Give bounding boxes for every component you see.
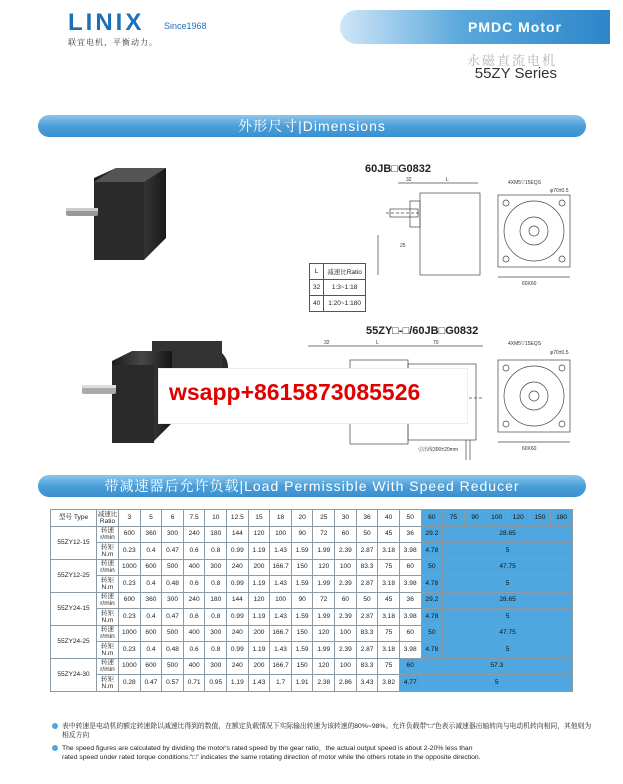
ratio-header-cell: 6 bbox=[162, 510, 184, 527]
torque-cell: 0.6 bbox=[183, 642, 205, 659]
torque-cell: 1.99 bbox=[313, 609, 335, 626]
note-en-line2: rated speed under rated torque conditions.“□” indicates the same rotating direction of motor while the others rotate in the opposite direction. bbox=[62, 754, 481, 761]
table-row bbox=[51, 609, 573, 626]
ratio-header-cell: 180 bbox=[551, 510, 573, 527]
torque-cell: 1.59 bbox=[291, 576, 313, 593]
torque-cell: 2.87 bbox=[356, 576, 378, 593]
speed-cell: 144 bbox=[227, 592, 249, 609]
torque-cell: 1.43 bbox=[270, 642, 292, 659]
svg-text:L: L bbox=[446, 177, 449, 183]
torque-label: 转矩 N.m bbox=[97, 576, 119, 593]
speed-cell: 166.7 bbox=[270, 625, 292, 642]
contact-watermark bbox=[158, 368, 468, 424]
ratio-header-cell: 50 bbox=[399, 510, 421, 527]
torque-label: 转矩 N.m bbox=[97, 609, 119, 626]
table-row bbox=[51, 559, 573, 576]
speed-wide-cell: 47.75 bbox=[443, 625, 573, 642]
table-row bbox=[51, 642, 573, 659]
torque-label: 转矩 N.m bbox=[97, 675, 119, 692]
torque-cell: 1.99 bbox=[313, 576, 335, 593]
torque-cell: 1.43 bbox=[270, 543, 292, 560]
torque-cell: 0.23 bbox=[119, 609, 141, 626]
ratio-header-cell: 3 bbox=[119, 510, 141, 527]
speed-cell: 90 bbox=[291, 526, 313, 543]
speed-cell: 72 bbox=[313, 592, 335, 609]
torque-cell: 3.98 bbox=[399, 576, 421, 593]
ratio-header-cell: 10 bbox=[205, 510, 227, 527]
svg-text:φ70±0.5: φ70±0.5 bbox=[550, 188, 569, 194]
model-name: 55ZY24-30 bbox=[51, 658, 97, 691]
torque-cell: 3.43 bbox=[356, 675, 378, 692]
slogan-text: 联宜电机，平衡动力。 bbox=[68, 38, 158, 47]
torque-cell: 0.4 bbox=[140, 642, 162, 659]
torque-label: 转矩 N.m bbox=[97, 543, 119, 560]
note-en-line1: The speed figures are calculated by dividing the motor's rated speed by the gear ratio，the actual output speed is about 2-20% less than bbox=[62, 745, 473, 752]
torque-cell: 0.99 bbox=[227, 642, 249, 659]
torque-cell: 4.78 bbox=[421, 543, 443, 560]
svg-text:32: 32 bbox=[406, 177, 412, 183]
speed-cell: 600 bbox=[140, 625, 162, 642]
model-header: 型号 Type bbox=[51, 510, 97, 527]
ratio-header-cell: 18 bbox=[270, 510, 292, 527]
torque-cell: 2.39 bbox=[335, 609, 357, 626]
speed-cell: 50 bbox=[356, 592, 378, 609]
svg-text:25: 25 bbox=[400, 243, 406, 249]
speed-cell: 100 bbox=[335, 658, 357, 675]
model-name: 55ZY24-25 bbox=[51, 625, 97, 658]
speed-cell: 75 bbox=[378, 625, 400, 642]
speed-label: 转速 r/min bbox=[97, 625, 119, 642]
ratio-table bbox=[309, 263, 366, 312]
speed-cell: 300 bbox=[162, 592, 184, 609]
ratio-header-cell: 150 bbox=[529, 510, 551, 527]
torque-cell: 0.47 bbox=[162, 543, 184, 560]
torque-cell: 0.48 bbox=[162, 642, 184, 659]
speed-cell: 300 bbox=[162, 526, 184, 543]
ratio-header-cell: 75 bbox=[443, 510, 465, 527]
torque-cell: 0.8 bbox=[205, 609, 227, 626]
ratio-cell: 1:20~1:180 bbox=[324, 296, 366, 312]
speed-cell: 36 bbox=[399, 526, 421, 543]
torque-cell: 0.6 bbox=[183, 609, 205, 626]
torque-cell: 1.59 bbox=[291, 543, 313, 560]
speed-cell: 180 bbox=[205, 526, 227, 543]
torque-cell: 0.4 bbox=[140, 543, 162, 560]
speed-cell: 400 bbox=[183, 559, 205, 576]
svg-text:引出线300±20mm: 引出线300±20mm bbox=[418, 447, 458, 453]
bullet-icon bbox=[52, 745, 58, 751]
speed-cell: 240 bbox=[227, 559, 249, 576]
ratio-cell: 32 bbox=[310, 280, 324, 296]
speed-cell: 150 bbox=[291, 658, 313, 675]
table-row bbox=[51, 658, 573, 675]
speed-cell: 1000 bbox=[119, 559, 141, 576]
drawing2-title: 55ZY□-□/60JB□G0832 bbox=[366, 325, 479, 337]
torque-cell: 0.99 bbox=[227, 543, 249, 560]
drawing2-front-view bbox=[490, 338, 582, 463]
torque-cell: 0.71 bbox=[183, 675, 205, 692]
torque-cell: 2.87 bbox=[356, 543, 378, 560]
svg-text:70: 70 bbox=[433, 340, 439, 346]
torque-cell: 3.18 bbox=[378, 609, 400, 626]
cn-title: 永磁直流电机 bbox=[466, 53, 557, 68]
torque-cell: 1.91 bbox=[291, 675, 313, 692]
speed-cell: 500 bbox=[162, 625, 184, 642]
speed-cell: 45 bbox=[378, 592, 400, 609]
torque-cell: 2.87 bbox=[356, 609, 378, 626]
torque-wide-cell: 5 bbox=[443, 576, 573, 593]
speed-cell: 83.3 bbox=[356, 559, 378, 576]
speed-cell: 600 bbox=[119, 592, 141, 609]
torque-cell: 2.39 bbox=[335, 543, 357, 560]
speed-cell: 120 bbox=[313, 658, 335, 675]
torque-cell: 0.8 bbox=[205, 576, 227, 593]
svg-text:60X60: 60X60 bbox=[522, 446, 537, 452]
torque-cell: 1.19 bbox=[248, 642, 270, 659]
note-en bbox=[52, 744, 592, 762]
speed-cell: 600 bbox=[140, 559, 162, 576]
torque-cell: 3.18 bbox=[378, 576, 400, 593]
speed-wide-cell: 57.3 bbox=[421, 658, 572, 675]
speed-cell: 240 bbox=[183, 526, 205, 543]
torque-cell: 0.8 bbox=[205, 543, 227, 560]
ratio-header-cell: 36 bbox=[356, 510, 378, 527]
drawing1-front-view bbox=[490, 177, 582, 297]
torque-cell: 1.59 bbox=[291, 609, 313, 626]
speed-label: 转速 r/min bbox=[97, 559, 119, 576]
table-row bbox=[51, 675, 573, 692]
series-title: 55ZY Series bbox=[474, 65, 557, 82]
torque-cell: 4.78 bbox=[421, 609, 443, 626]
watermark-text: wsapp+8615873085526 bbox=[169, 379, 421, 405]
torque-cell: 1.99 bbox=[313, 543, 335, 560]
speed-cell: 150 bbox=[291, 559, 313, 576]
speed-wide-cell: 28.65 bbox=[443, 526, 573, 543]
model-name: 55ZY12-25 bbox=[51, 559, 97, 592]
torque-cell: 0.99 bbox=[227, 609, 249, 626]
torque-label: 转矩 N.m bbox=[97, 642, 119, 659]
speed-cell: 100 bbox=[270, 526, 292, 543]
banner-title: PMDC Motor bbox=[468, 19, 562, 35]
torque-cell: 0.57 bbox=[162, 675, 184, 692]
speed-cell: 1000 bbox=[119, 658, 141, 675]
brand-logo bbox=[68, 9, 207, 47]
torque-cell: 0.23 bbox=[119, 642, 141, 659]
torque-cell: 4.78 bbox=[421, 642, 443, 659]
speed-cell: 45 bbox=[378, 526, 400, 543]
torque-cell: 3.18 bbox=[378, 543, 400, 560]
drawing1-side-view bbox=[358, 175, 488, 285]
speed-wide-cell: 28.65 bbox=[443, 592, 573, 609]
speed-cell: 180 bbox=[205, 592, 227, 609]
speed-cell: 50 bbox=[421, 625, 443, 642]
ratio-cell: 1:3~1:18 bbox=[324, 280, 366, 296]
torque-cell: 0.99 bbox=[227, 576, 249, 593]
ratio-header-cell: 12.5 bbox=[227, 510, 249, 527]
speed-cell: 83.3 bbox=[356, 658, 378, 675]
speed-cell: 200 bbox=[248, 658, 270, 675]
load-permissible-table bbox=[50, 509, 573, 692]
table-row bbox=[51, 576, 573, 593]
speed-cell: 300 bbox=[205, 559, 227, 576]
torque-wide-cell: 5 bbox=[443, 609, 573, 626]
torque-cell: 2.86 bbox=[335, 675, 357, 692]
ratio-header-cell: 100 bbox=[486, 510, 508, 527]
table-row bbox=[51, 625, 573, 642]
torque-cell: 3.18 bbox=[378, 642, 400, 659]
speed-cell: 360 bbox=[140, 592, 162, 609]
torque-cell: 4.78 bbox=[421, 576, 443, 593]
speed-cell: 100 bbox=[270, 592, 292, 609]
speed-cell: 200 bbox=[248, 625, 270, 642]
torque-cell: 3.98 bbox=[399, 609, 421, 626]
speed-wide-cell: 47.75 bbox=[443, 559, 573, 576]
svg-text:32: 32 bbox=[324, 340, 330, 346]
speed-cell: 400 bbox=[183, 625, 205, 642]
table-row bbox=[51, 592, 573, 609]
torque-cell: 0.4 bbox=[140, 609, 162, 626]
ratio-header-cell: 7.5 bbox=[183, 510, 205, 527]
ratio-header-cell: 20 bbox=[291, 510, 313, 527]
speed-cell: 75 bbox=[378, 559, 400, 576]
gearbox-photo bbox=[58, 160, 178, 270]
speed-cell: 72 bbox=[313, 526, 335, 543]
load-section-bar: 带减速器后允许负载|Load Permissible With Speed Reducer bbox=[38, 475, 586, 497]
ratio-header-cell: 40 bbox=[378, 510, 400, 527]
torque-cell: 3.98 bbox=[399, 543, 421, 560]
speed-cell: 120 bbox=[313, 625, 335, 642]
speed-cell: 240 bbox=[227, 658, 249, 675]
ratio-header: 减速比 Ratio bbox=[97, 510, 118, 525]
ratio-header-cell: 25 bbox=[313, 510, 335, 527]
speed-cell: 90 bbox=[291, 592, 313, 609]
speed-label: 转速 r/min bbox=[97, 658, 119, 675]
torque-cell: 2.87 bbox=[356, 642, 378, 659]
torque-cell: 3.82 bbox=[378, 675, 400, 692]
ratio-header-cell: 5 bbox=[140, 510, 162, 527]
since-text: Since1968 bbox=[164, 21, 207, 31]
ratio-header-cell: 120 bbox=[507, 510, 529, 527]
speed-cell: 600 bbox=[140, 658, 162, 675]
torque-cell: 0.28 bbox=[119, 675, 141, 692]
ratio-header-cell: 15 bbox=[248, 510, 270, 527]
model-name: 55ZY12-15 bbox=[51, 526, 97, 559]
speed-cell: 150 bbox=[291, 625, 313, 642]
speed-label: 转速 r/min bbox=[97, 592, 119, 609]
torque-cell: 0.47 bbox=[140, 675, 162, 692]
torque-cell: 4.77 bbox=[399, 675, 421, 692]
ratio-cell: 40 bbox=[310, 296, 324, 312]
torque-cell: 2.39 bbox=[335, 642, 357, 659]
speed-cell: 75 bbox=[378, 658, 400, 675]
speed-cell: 60 bbox=[399, 658, 421, 675]
torque-wide-cell: 5 bbox=[443, 543, 573, 560]
torque-cell: 1.59 bbox=[291, 642, 313, 659]
ratio-header-cell: 90 bbox=[464, 510, 486, 527]
svg-text:L: L bbox=[376, 340, 379, 346]
speed-cell: 300 bbox=[205, 625, 227, 642]
svg-text:φ70±0.5: φ70±0.5 bbox=[550, 350, 569, 356]
ratio-header-ratio: 减速比Ratio bbox=[324, 264, 366, 280]
speed-cell: 120 bbox=[313, 559, 335, 576]
speed-cell: 60 bbox=[335, 592, 357, 609]
torque-cell: 0.23 bbox=[119, 576, 141, 593]
torque-cell: 0.6 bbox=[183, 576, 205, 593]
speed-cell: 500 bbox=[162, 559, 184, 576]
speed-cell: 120 bbox=[248, 592, 270, 609]
ratio-header-cell: 30 bbox=[335, 510, 357, 527]
speed-cell: 400 bbox=[183, 658, 205, 675]
speed-cell: 29.2 bbox=[421, 526, 443, 543]
svg-text:4XM5▽15EQS: 4XM5▽15EQS bbox=[508, 341, 542, 347]
speed-cell: 360 bbox=[140, 526, 162, 543]
logo-text: LINIX bbox=[68, 9, 145, 36]
table-header-row bbox=[51, 510, 573, 527]
torque-cell: 0.95 bbox=[205, 675, 227, 692]
speed-cell: 60 bbox=[335, 526, 357, 543]
torque-cell: 2.38 bbox=[313, 675, 335, 692]
ratio-header-cell: 60 bbox=[421, 510, 443, 527]
torque-wide-cell: 5 bbox=[443, 642, 573, 659]
torque-cell: 0.4 bbox=[140, 576, 162, 593]
header-banner bbox=[340, 10, 610, 44]
note-cn-text: 表中转速是电动机的额定转速除以减速比得到的数值，在额定负载情况下实际输出转速为该转速的80%~98%。允许负载带“□”色表示减速器出轴转向与电动机转向相同，其他则为相反方向 bbox=[62, 723, 592, 739]
torque-cell: 0.8 bbox=[205, 642, 227, 659]
torque-cell: 2.39 bbox=[335, 576, 357, 593]
speed-cell: 166.7 bbox=[270, 559, 292, 576]
drawing1-title: 60JB□G0832 bbox=[365, 163, 431, 175]
speed-cell: 300 bbox=[205, 658, 227, 675]
torque-cell: 3.98 bbox=[399, 642, 421, 659]
speed-cell: 50 bbox=[421, 559, 443, 576]
speed-cell: 83.3 bbox=[356, 625, 378, 642]
notes bbox=[52, 722, 592, 766]
model-name: 55ZY24-15 bbox=[51, 592, 97, 625]
svg-text:60X60: 60X60 bbox=[522, 281, 537, 287]
torque-cell: 0.6 bbox=[183, 543, 205, 560]
speed-cell: 166.7 bbox=[270, 658, 292, 675]
note-cn bbox=[52, 722, 592, 740]
torque-cell: 1.19 bbox=[248, 576, 270, 593]
torque-cell: 1.43 bbox=[270, 576, 292, 593]
speed-cell: 100 bbox=[335, 559, 357, 576]
speed-cell: 600 bbox=[119, 526, 141, 543]
dimensions-section-bar: 外形尺寸|Dimensions bbox=[38, 115, 586, 137]
speed-cell: 200 bbox=[248, 559, 270, 576]
speed-cell: 60 bbox=[399, 625, 421, 642]
table-row bbox=[51, 543, 573, 560]
speed-cell: 50 bbox=[356, 526, 378, 543]
speed-cell: 120 bbox=[248, 526, 270, 543]
speed-cell: 100 bbox=[335, 625, 357, 642]
torque-cell: 1.43 bbox=[270, 609, 292, 626]
torque-cell: 0.23 bbox=[119, 543, 141, 560]
speed-cell: 36 bbox=[399, 592, 421, 609]
speed-cell: 500 bbox=[162, 658, 184, 675]
torque-cell: 1.19 bbox=[248, 543, 270, 560]
torque-cell: 1.19 bbox=[248, 609, 270, 626]
speed-cell: 1000 bbox=[119, 625, 141, 642]
torque-cell: 1.19 bbox=[227, 675, 249, 692]
torque-cell: 0.48 bbox=[162, 576, 184, 593]
torque-cell: 1.43 bbox=[248, 675, 270, 692]
speed-cell: 60 bbox=[399, 559, 421, 576]
bullet-icon bbox=[52, 723, 58, 729]
torque-cell: 0.47 bbox=[162, 609, 184, 626]
torque-cell: 1.7 bbox=[270, 675, 292, 692]
torque-cell: 1.99 bbox=[313, 642, 335, 659]
speed-cell: 240 bbox=[183, 592, 205, 609]
torque-wide-cell: 5 bbox=[421, 675, 572, 692]
table-row bbox=[51, 526, 573, 543]
svg-text:4XM5▽15EQS: 4XM5▽15EQS bbox=[508, 180, 542, 186]
speed-label: 转速 r/min bbox=[97, 526, 119, 543]
speed-cell: 144 bbox=[227, 526, 249, 543]
speed-cell: 29.2 bbox=[421, 592, 443, 609]
speed-cell: 240 bbox=[227, 625, 249, 642]
ratio-header-l: L bbox=[310, 264, 324, 280]
